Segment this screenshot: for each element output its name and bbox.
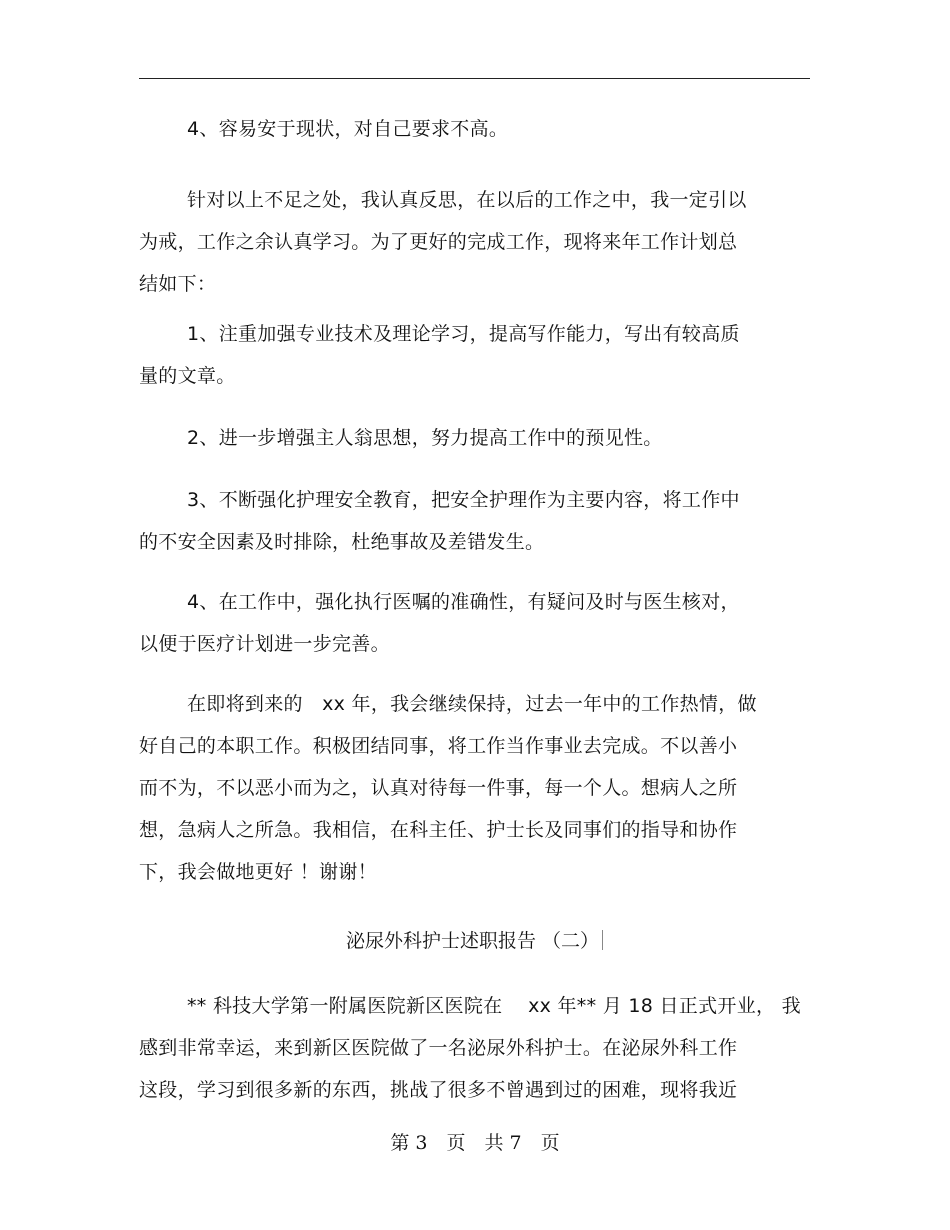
- page-number: 第 3 页 共 7 页: [390, 1132, 560, 1154]
- section-title-text: 泌尿外科护士述职报告 （二）: [345, 930, 600, 952]
- text-line: 3、不断强化护理安全教育，把安全护理作为主要内容，将工作中: [187, 489, 740, 511]
- text-line: 针对以上不足之处，我认真反思，在以后的工作之中，我一定引以: [187, 189, 747, 211]
- page-footer: [0, 1125, 950, 1161]
- text-line: 感到非常幸运，来到新区医院做了一名泌尿外科护士。在泌尿外科工作: [139, 1037, 738, 1059]
- header-rule: [139, 78, 810, 79]
- text-line: 这段，学习到很多新的东西，挑战了很多不曾遇到过的困难，现将我近: [139, 1079, 738, 1101]
- text-line: 为戒，工作之余认真学习。为了更好的完成工作，现将来年工作计划总: [139, 231, 738, 253]
- paragraph-reflection: [139, 179, 747, 305]
- text-line: 4、在工作中，强化执行医嘱的准确性，有疑问及时与医生核对，: [187, 591, 740, 613]
- text-line: 好自己的本职工作。积极团结同事，将工作当作事业去完成。不以善小: [139, 735, 738, 757]
- text-line: 1、注重加强专业技术及理论学习，提高写作能力，写出有较高质: [187, 323, 740, 345]
- text-line: 结如下：: [139, 273, 217, 295]
- paragraph-plan-1: [139, 313, 740, 397]
- text-line: 的不安全因素及时排除，杜绝事故及差错发生。: [139, 531, 545, 553]
- paragraph-plan-2: [139, 417, 663, 459]
- text-line: ** 科技大学第一附属医院新区医院在 xx 年** 月 18 日正式开业， 我: [187, 995, 801, 1017]
- paragraph-section-intro: [139, 985, 801, 1111]
- text-line: 量的文章。: [139, 365, 236, 387]
- text-line: 以便于医疗计划进一步完善。: [139, 633, 390, 655]
- text-cursor: [602, 930, 603, 950]
- paragraph-shortcoming-4: [139, 108, 508, 150]
- section-title: [139, 920, 810, 962]
- text-line: 2、进一步增强主人翁思想，努力提高工作中的预见性。: [187, 427, 663, 449]
- paragraph-plan-3: [139, 479, 740, 563]
- text-line: 在即将到来的 xx 年，我会继续保持，过去一年中的工作热情，做: [187, 693, 757, 715]
- paragraph-plan-4: [139, 581, 740, 665]
- paragraph-closing: [139, 683, 757, 893]
- text-line: 想，急病人之所急。我相信，在科主任、护士长及同事们的指导和协作: [139, 819, 738, 841]
- text-line: 而不为，不以恶小而为之，认真对待每一件事，每一个人。想病人之所: [139, 777, 738, 799]
- text-line: 4、容易安于现状，对自己要求不高。: [187, 118, 509, 140]
- text-line: 下，我会做地更好 ！谢谢！: [139, 861, 377, 883]
